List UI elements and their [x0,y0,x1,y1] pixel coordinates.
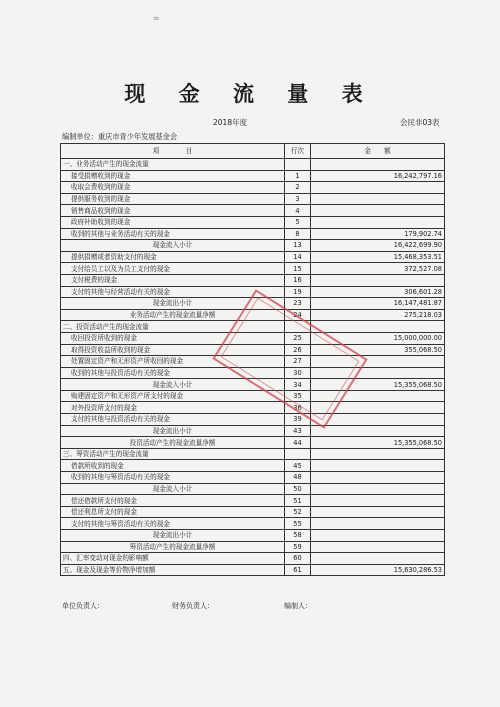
table-row [61,205,445,217]
row-seq: 58 [285,530,311,542]
row-seq [285,159,311,171]
form-code: 会民非03表 [400,118,440,127]
row-seq: 19 [285,286,311,298]
row-item: 购建固定资产和无形资产所支付的现金 [61,390,285,402]
row-seq: 23 [285,298,311,310]
row-amount: 16,242,797.16 [311,170,445,182]
row-item: 支付的其他与投资活动有关的现金 [61,414,285,426]
table-row [61,193,445,205]
row-seq: 60 [285,553,311,565]
row-seq: 26 [285,344,311,356]
row-item: 支付的其他与经营活动有关的现金 [61,286,285,298]
row-seq: 4 [285,205,311,217]
reporting-unit: 编制单位：重庆市青少年发展基金会 [62,132,178,141]
row-amount [311,216,445,228]
table-row [61,564,445,576]
row-item: 政府补助收到的现金 [61,216,285,228]
row-amount: 15,355,068.50 [311,437,445,449]
scan-mark: ≈ [153,14,160,23]
row-amount [311,274,445,286]
row-item: 支付的其他与筹资活动有关的现金 [61,518,285,530]
table-row [61,321,445,333]
row-item: 四、汇率变动对现金的影响额 [61,553,285,565]
table-row [61,402,445,414]
row-item: 现金流出小计 [61,425,285,437]
row-item: 接受捐赠收到的现金 [61,170,285,182]
table-row [61,170,445,182]
row-seq: 24 [285,309,311,321]
table-row [61,379,445,391]
table-row [61,182,445,194]
row-amount [311,390,445,402]
row-seq: 14 [285,251,311,263]
statement-title: 现 金 流 量 表 [124,82,376,106]
row-seq: 45 [285,460,311,472]
row-item: 取得投资收益所收到的现金 [61,344,285,356]
row-amount: 355,068.50 [311,344,445,356]
row-seq: 52 [285,506,311,518]
row-amount [311,506,445,518]
row-amount [311,495,445,507]
row-amount [311,425,445,437]
row-item: 现金流入小计 [61,483,285,495]
table-row [61,251,445,263]
table-row [61,228,445,240]
table-row [61,506,445,518]
table-row [61,472,445,484]
row-seq: 15 [285,263,311,275]
table-row [61,553,445,565]
row-seq: 55 [285,518,311,530]
row-seq: 5 [285,216,311,228]
table-row [61,425,445,437]
row-seq: 34 [285,379,311,391]
row-amount: 15,630,286.53 [311,564,445,576]
row-amount: 16,147,481.87 [311,298,445,310]
row-amount [311,448,445,460]
row-item: 现金流出小计 [61,298,285,310]
column-header-item: 项 目 [61,144,285,159]
row-amount [311,356,445,368]
row-item: 提供捐赠或者资助支付的现金 [61,251,285,263]
table-header-row [61,144,445,159]
table-row [61,530,445,542]
table-row [61,390,445,402]
row-item: 偿还利息所支付的现金 [61,506,285,518]
row-amount [311,367,445,379]
row-item: 筹资活动产生的现金流量净额 [61,541,285,553]
row-item: 处置固定资产和无形资产所收回的现金 [61,356,285,368]
unit-head-label: 单位负责人： [62,602,104,610]
row-seq: 27 [285,356,311,368]
table-row [61,240,445,252]
row-seq [285,321,311,333]
table-row [61,356,445,368]
table-row [61,460,445,472]
row-seq: 44 [285,437,311,449]
table-row [61,518,445,530]
row-amount [311,518,445,530]
row-amount [311,483,445,495]
row-item: 五、现金及现金等价物净增加额 [61,564,285,576]
row-item: 提供服务收到的现金 [61,193,285,205]
row-item: 现金流入小计 [61,240,285,252]
row-seq: 13 [285,240,311,252]
table-row [61,483,445,495]
row-seq: 3 [285,193,311,205]
row-item: 收到的其他与投资活动有关的现金 [61,367,285,379]
row-amount [311,193,445,205]
row-amount [311,460,445,472]
row-seq: 36 [285,402,311,414]
row-item: 销售商品收到的现金 [61,205,285,217]
row-amount [311,414,445,426]
table-row [61,309,445,321]
cash-flow-table [60,143,445,576]
row-item: 投资活动产生的现金流量净额 [61,437,285,449]
row-amount [311,159,445,171]
table-row [61,414,445,426]
row-item: 支付给员工以及为员工支付的现金 [61,263,285,275]
row-seq: 43 [285,425,311,437]
row-item: 现金流入小计 [61,379,285,391]
row-seq: 59 [285,541,311,553]
fiscal-year: 2018年度 [213,118,248,127]
row-amount [311,321,445,333]
column-header-amount: 金 额 [311,144,445,159]
row-seq: 51 [285,495,311,507]
row-seq: 2 [285,182,311,194]
table-row [61,437,445,449]
row-item: 现金流出小计 [61,530,285,542]
row-amount: 15,355,068.50 [311,379,445,391]
row-amount: 16,422,699.90 [311,240,445,252]
row-item: 收到的其他与业务活动有关的现金 [61,228,285,240]
row-item: 一、业务活动产生的现金流量 [61,159,285,171]
row-seq: 48 [285,472,311,484]
row-seq: 8 [285,228,311,240]
row-seq [285,448,311,460]
row-amount [311,472,445,484]
row-amount: 15,468,353.51 [311,251,445,263]
row-seq: 25 [285,332,311,344]
row-amount [311,205,445,217]
row-seq: 35 [285,390,311,402]
table-row [61,263,445,275]
row-item: 收取会费收到的现金 [61,182,285,194]
table-row [61,367,445,379]
table-row [61,159,445,171]
row-amount: 179,902.74 [311,228,445,240]
row-item: 三、筹资活动产生的现金流量 [61,448,285,460]
row-item: 借款所收到的现金 [61,460,285,472]
row-seq: 50 [285,483,311,495]
table-row [61,448,445,460]
row-amount: 372,527.08 [311,263,445,275]
row-amount: 15,000,000.00 [311,332,445,344]
row-amount [311,553,445,565]
row-seq: 30 [285,367,311,379]
row-item: 收回投资所收到的现金 [61,332,285,344]
row-seq: 1 [285,170,311,182]
row-item: 对外投资所支付的现金 [61,402,285,414]
table-row [61,541,445,553]
table-row [61,332,445,344]
table-row [61,286,445,298]
finance-head-label: 财务负责人： [172,602,214,610]
table-row [61,216,445,228]
table-row [61,495,445,507]
row-amount [311,530,445,542]
row-item: 二、投资活动产生的现金流量 [61,321,285,333]
row-amount [311,402,445,414]
row-seq: 61 [285,564,311,576]
row-item: 支付税费的现金 [61,274,285,286]
column-header-seq: 行次 [285,144,311,159]
row-amount [311,541,445,553]
preparer-label: 编制人： [284,602,312,610]
row-item: 偿还借款所支付的现金 [61,495,285,507]
row-amount [311,182,445,194]
table-row [61,274,445,286]
row-item: 收到的其他与筹资活动有关的现金 [61,472,285,484]
row-amount: 275,218.03 [311,309,445,321]
row-seq: 39 [285,414,311,426]
row-seq: 16 [285,274,311,286]
row-amount: 306,601.28 [311,286,445,298]
table-row [61,344,445,356]
table-row [61,298,445,310]
row-item: 业务活动产生的现金流量净额 [61,309,285,321]
